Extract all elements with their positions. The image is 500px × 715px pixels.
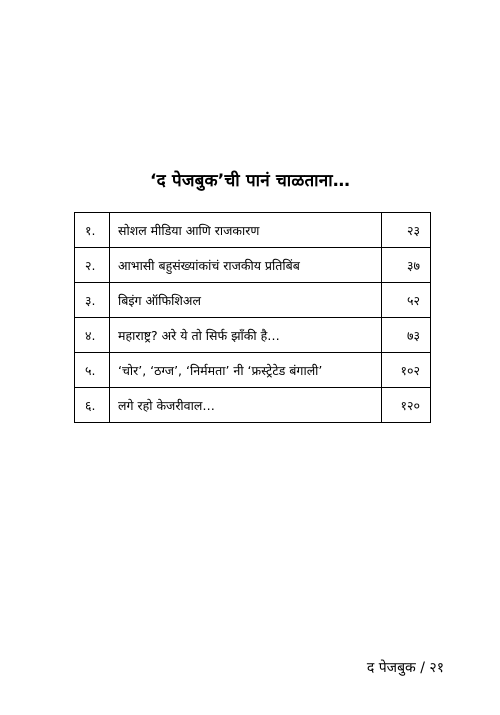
- table-row: [75, 353, 431, 388]
- chapter-page: १२०: [382, 388, 431, 423]
- chapter-title: ‘चोर’, ‘ठग्ज’, ‘निर्ममता’ नी ‘फ्रस्ट्रेटेड बंगाली’: [110, 353, 382, 388]
- table-row: [75, 213, 431, 248]
- chapter-title: महाराष्ट्र? अरे ये तो सिर्फ झाँकी है…: [110, 318, 382, 353]
- chapter-number: ४.: [75, 318, 110, 353]
- chapter-title: लगे रहो केजरीवाल…: [110, 388, 382, 423]
- page-footer: द पेजबुक / २१: [366, 660, 444, 676]
- chapter-number: ६.: [75, 388, 110, 423]
- chapter-page: १०२: [382, 353, 431, 388]
- chapter-title: आभासी बहुसंख्यांकांचं राजकीय प्रतिबिंब: [110, 248, 382, 283]
- chapter-page: २३: [382, 213, 431, 248]
- chapter-number: ५.: [75, 353, 110, 388]
- table-row: [75, 388, 431, 423]
- toc-table: [74, 212, 431, 423]
- chapter-page: ५२: [382, 283, 431, 318]
- table-row: [75, 318, 431, 353]
- table-row: [75, 283, 431, 318]
- chapter-title: सोशल मीडिया आणि राजकारण: [110, 213, 382, 248]
- chapter-number: २.: [75, 248, 110, 283]
- chapter-number: १.: [75, 213, 110, 248]
- chapter-title: बिइंग ऑफिशिअल: [110, 283, 382, 318]
- toc-title: ‘द पेजबुक’ची पानं चाळताना…: [149, 171, 351, 191]
- table-row: [75, 248, 431, 283]
- chapter-page: ७३: [382, 318, 431, 353]
- chapter-number: ३.: [75, 283, 110, 318]
- chapter-page: ३७: [382, 248, 431, 283]
